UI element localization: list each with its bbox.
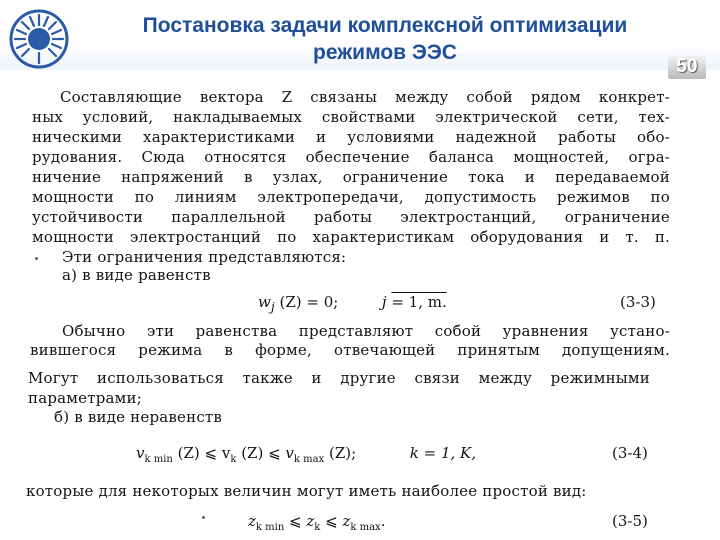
eq3-sub-max: k max [350,522,381,533]
paragraph-3-line-1: Обычно эти равенства представляют собой уравнения устано- [62,322,670,340]
eq2-range: k = 1, K, [409,444,477,462]
paragraph-4-line-2: параметрами; [28,389,142,407]
eq1-range: = 1, m. [391,293,447,311]
list-item-a: а) в виде равенств [62,266,211,284]
paragraph-1-line-6: мощности по линиям электропередачи, допустимость режимов по [32,188,670,206]
eq1-subscript: j [270,299,275,314]
equation-label-3-5: (3-5) [612,512,648,530]
list-item-b: б) в виде неравенств [54,408,223,426]
paragraph-1-line-5: ничение напряжений в узлах, ограничение тока и передаваемой [32,168,670,186]
paragraph-1-line-4: рудования. Сюда относятся обеспечение баланса мощностей, огра- [32,148,670,166]
equation-label-3-3: (3-3) [620,293,656,311]
eq1-argument: (Z) = 0; [279,293,339,311]
eq2-middle-2: (Z) ⩽ v [241,444,294,462]
eq3-sub-min: k min [255,522,285,533]
scan-speck [202,516,205,519]
eq2-tail: (Z); [329,444,357,462]
scanned-text-area [0,82,720,540]
page-title [85,12,685,66]
equation-label-3-4: (3-4) [612,444,648,462]
paragraph-5: которые для некоторых величин могут иметь наиболее простой вид: [26,482,587,500]
eq2-sub-min: k min [144,454,173,465]
equation-3-4 [136,444,476,465]
eq1-lhs: w [258,293,271,311]
eq2-sub-k: k [230,454,237,465]
paragraph-2: Эти ограничения представляются: [62,248,347,266]
paragraph-1-line-2: ных условий, накладываемых свойствами электрической сети, тех- [32,108,670,126]
paragraph-1-line-1: Составляющие вектора Z связаны между собой рядом конкрет- [60,88,670,106]
paragraph-1-line-8: мощности электростанций по характеристикам оборудования и т. п. [32,228,670,246]
paragraph-3-line-2: вившегося режима в форме, отвечающей принятым допущениям. [30,341,670,359]
page-title-line-2: режимов ЭЭС [313,41,457,64]
paragraph-4-line-1: Могут использоваться также и другие связи между режимными [28,369,650,387]
eq2-sub-max: k max [293,454,325,465]
eq2-v1: v [136,444,145,462]
eq2-middle: (Z) ⩽ v [177,444,231,462]
equation-3-3 [258,293,447,314]
page-number: 50 [668,55,706,79]
page-title-line-1: Постановка задачи комплексной оптимизации [142,14,628,37]
paragraph-1-line-7: устойчивости параллельной работы электростанций, ограничение [32,208,670,226]
scan-speck [35,257,38,260]
slide-header [0,0,720,77]
paragraph-1-line-3: ническими характеристиками и условиями надежной работы обо- [32,128,670,146]
eq1-range-variable: j [381,293,387,311]
eq3-sub-k: k [314,522,321,533]
sun-logo-icon [6,6,76,76]
equation-3-5: $z_{k min}$ ⩽ $z_k$ ⩽ $z_{k max}$. [248,512,386,533]
